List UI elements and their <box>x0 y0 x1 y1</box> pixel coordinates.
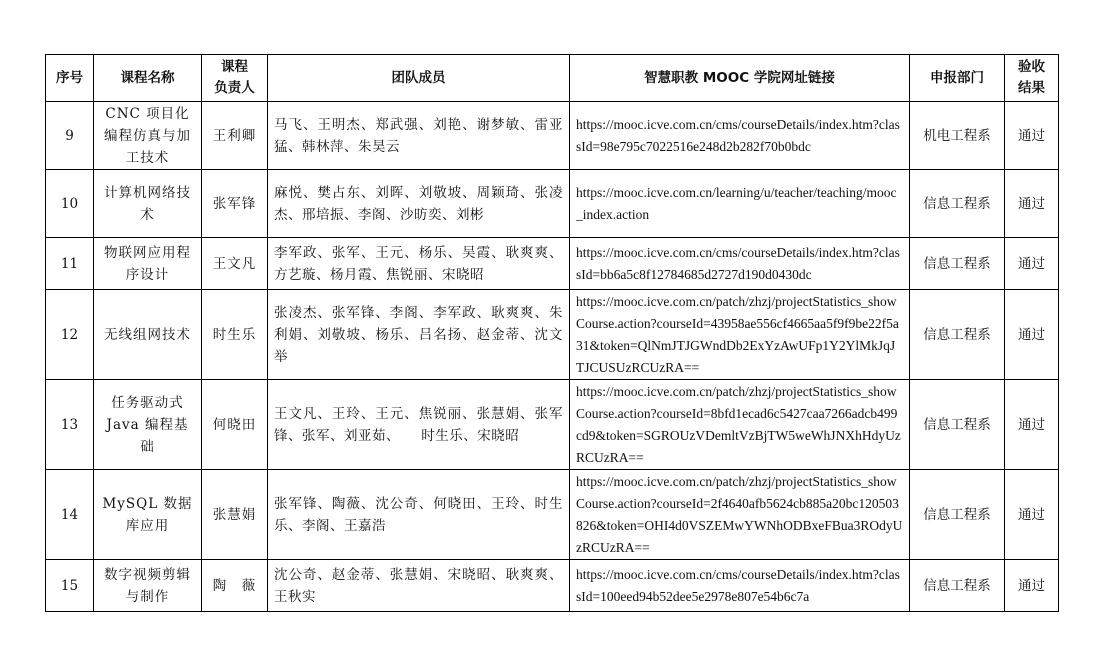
row-team: 李军政、张军、王元、杨乐、吴霞、耿爽爽、方艺璇、杨月霞、焦锐丽、宋晓昭 <box>268 238 570 290</box>
row-course: CNC 项目化编程仿真与加工技术 <box>94 102 202 170</box>
table-row <box>46 238 1059 290</box>
row-leader: 王文凡 <box>202 238 268 290</box>
table-row <box>46 170 1059 238</box>
row-seq: 10 <box>46 170 94 238</box>
row-team: 麻悦、樊占东、刘晖、刘敬坡、周颖琦、张凌杰、邢培振、李阁、沙昉奕、刘彬 <box>268 170 570 238</box>
row-result: 通过 <box>1005 470 1059 560</box>
header-result <box>1005 55 1059 102</box>
header-team: 团队成员 <box>268 55 570 102</box>
row-leader: 张慧娟 <box>202 470 268 560</box>
row-course: 物联网应用程序设计 <box>94 238 202 290</box>
header-dept: 申报部门 <box>910 55 1005 102</box>
row-course: 数字视频剪辑与制作 <box>94 560 202 612</box>
row-seq: 11 <box>46 238 94 290</box>
row-url[interactable]: https://mooc.icve.com.cn/cms/courseDetails/index.htm?classId=98e795c7022516e248d2b282f70b0bdc <box>570 102 910 170</box>
row-result: 通过 <box>1005 560 1059 612</box>
header-course: 课程名称 <box>94 55 202 102</box>
row-course <box>94 380 202 470</box>
row-result: 通过 <box>1005 290 1059 380</box>
header-result-line1: 验收 <box>1018 59 1045 75</box>
row-seq: 13 <box>46 380 94 470</box>
row-url[interactable]: https://mooc.icve.com.cn/patch/zhzj/projectStatistics_showCourse.action?courseId=2f4640afb5624cb885a20bc120503826&token=OHI4d0VSZEMwYWNhODBxeFBua3ROdyUzRCUzRA== <box>570 470 910 560</box>
table-row <box>46 380 1059 470</box>
row-result: 通过 <box>1005 102 1059 170</box>
row-course: 无线组网技术 <box>94 290 202 380</box>
row-leader: 时生乐 <box>202 290 268 380</box>
header-seq: 序号 <box>46 55 94 102</box>
header-leader-line2: 负责人 <box>214 80 255 96</box>
row-seq: 14 <box>46 470 94 560</box>
row-course: 计算机网络技术 <box>94 170 202 238</box>
header-row <box>46 55 1059 102</box>
header-leader-line1: 课程 <box>221 59 248 75</box>
row-course-line1: 任务驱动式 <box>111 394 184 411</box>
table-row <box>46 290 1059 380</box>
row-url[interactable]: https://mooc.icve.com.cn/cms/courseDetails/index.htm?classId=bb6a5c8f12784685d2727d190d0430dc <box>570 238 910 290</box>
row-leader: 何晓田 <box>202 380 268 470</box>
row-team: 张军锋、陶薇、沈公奇、何晓田、王玲、时生乐、李阁、王嘉浩 <box>268 470 570 560</box>
row-result: 通过 <box>1005 170 1059 238</box>
table-row <box>46 102 1059 170</box>
header-url: 智慧职教 MOOC 学院网址链接 <box>570 55 910 102</box>
row-leader: 王利卿 <box>202 102 268 170</box>
row-course-line2: Java 编程基础 <box>106 416 189 455</box>
header-leader <box>202 55 268 102</box>
row-url[interactable]: https://mooc.icve.com.cn/patch/zhzj/projectStatistics_showCourse.action?courseId=43958ae556cf4665aa5f9f9be22f5a31&token=QlNmJTJGWndDb2ExYzAwUFp1Y2YlMkJqJTJCUSUzRCUzRA== <box>570 290 910 380</box>
row-url[interactable]: https://mooc.icve.com.cn/learning/u/teacher/teaching/mooc_index.action <box>570 170 910 238</box>
row-dept: 信息工程系 <box>910 170 1005 238</box>
row-seq: 9 <box>46 102 94 170</box>
row-result: 通过 <box>1005 380 1059 470</box>
row-url[interactable]: https://mooc.icve.com.cn/cms/courseDetails/index.htm?classId=100eed94b52dee5e2978e807e54b6c7a <box>570 560 910 612</box>
row-seq: 15 <box>46 560 94 612</box>
row-team: 张凌杰、张军锋、李阁、李军政、耿爽爽、朱利娟、刘敬坡、杨乐、吕名扬、赵金蒂、沈文举 <box>268 290 570 380</box>
header-result-line2: 结果 <box>1018 80 1045 96</box>
row-leader: 张军锋 <box>202 170 268 238</box>
row-dept: 信息工程系 <box>910 380 1005 470</box>
row-dept: 信息工程系 <box>910 560 1005 612</box>
row-team: 马飞、王明杰、郑武强、刘艳、谢梦敏、雷亚猛、韩林萍、朱昊云 <box>268 102 570 170</box>
course-acceptance-table <box>45 54 1059 612</box>
row-result: 通过 <box>1005 238 1059 290</box>
row-url[interactable]: https://mooc.icve.com.cn/patch/zhzj/projectStatistics_showCourse.action?courseId=8bfd1ecad6c5427caa7266adcb499cd9&token=SGROUzVDemltVzBjTW5weWhJNXhHdyUzRCUzRA== <box>570 380 910 470</box>
row-dept: 信息工程系 <box>910 290 1005 380</box>
table-row <box>46 470 1059 560</box>
row-leader: 陶 薇 <box>202 560 268 612</box>
row-dept: 信息工程系 <box>910 470 1005 560</box>
row-seq: 12 <box>46 290 94 380</box>
table-row <box>46 560 1059 612</box>
row-course: MySQL 数据库应用 <box>94 470 202 560</box>
row-team: 沈公奇、赵金蒂、张慧娟、宋晓昭、耿爽爽、王秋实 <box>268 560 570 612</box>
row-team: 王文凡、王玲、王元、焦锐丽、张慧娟、张军锋、张军、刘亚茹、 时生乐、宋晓昭 <box>268 380 570 470</box>
row-dept: 机电工程系 <box>910 102 1005 170</box>
row-dept: 信息工程系 <box>910 238 1005 290</box>
